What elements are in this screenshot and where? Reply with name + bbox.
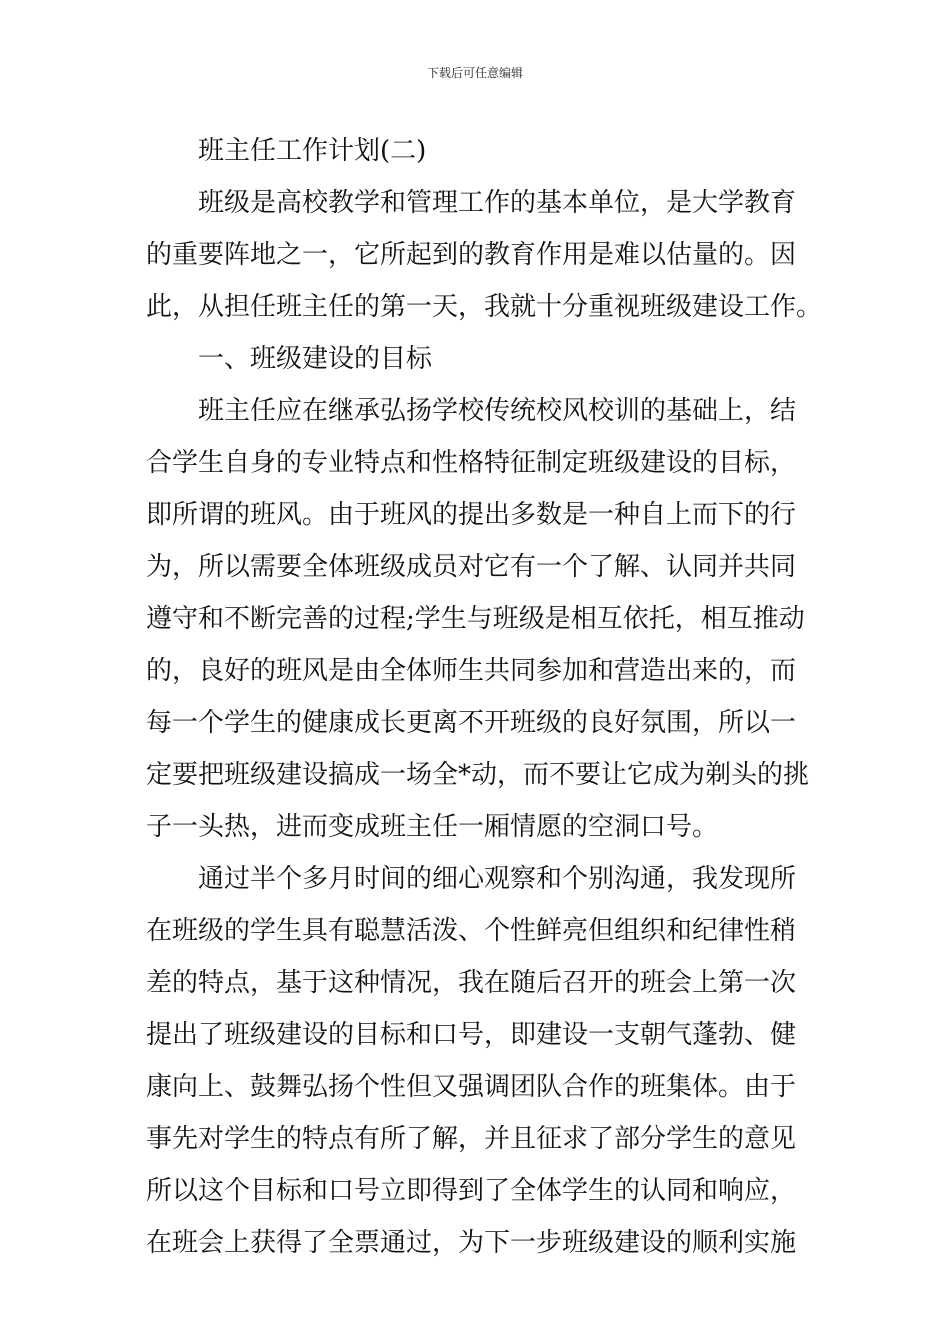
text-line: 提出了班级建设的目标和口号，即建设一支朝气蓬勃、健 [146, 1020, 797, 1050]
text-line: 合学生自身的专业特点和性格特征制定班级建设的目标， [146, 448, 797, 478]
text-line: 遵守和不断完善的过程;学生与班级是相互依托，相互推动 [146, 604, 805, 634]
page-header-note: 下载后可任意编辑 [426, 66, 523, 80]
text-line: 的，良好的班风是由全体师生共同参加和营造出来的，而 [146, 656, 797, 686]
text-line: 的重要阵地之一，它所起到的教育作用是难以估量的。因 [146, 240, 797, 270]
text-line: 定要把班级建设搞成一场全*动，而不要让它成为剃头的挑 [146, 760, 810, 790]
text-line: 班级是高校教学和管理工作的基本单位，是大学教育 [198, 188, 797, 218]
text-line: 即所谓的班风。由于班风的提出多数是一种自上而下的行 [146, 500, 797, 530]
section-heading: 一、班级建设的目标 [198, 344, 433, 374]
text-line: 为，所以需要全体班级成员对它有一个了解、认同并共同 [146, 552, 797, 582]
text-line: 每一个学生的健康成长更离不开班级的良好氛围，所以一 [146, 708, 797, 738]
text-line: 差的特点，基于这种情况，我在随后召开的班会上第一次 [146, 968, 797, 998]
text-line: 子一头热，进而变成班主任一厢情愿的空洞口号。 [146, 812, 719, 842]
text-line: 康向上、鼓舞弘扬个性但又强调团队合作的班集体。由于 [146, 1072, 797, 1102]
text-line: 此，从担任班主任的第一天，我就十分重视班级建设工作。 [146, 292, 823, 322]
document-title: 班主任工作计划(二) [198, 136, 427, 166]
text-line: 事先对学生的特点有所了解，并且征求了部分学生的意见 [146, 1124, 797, 1154]
text-line: 所以这个目标和口号立即得到了全体学生的认同和响应， [146, 1176, 797, 1206]
text-line: 班主任应在继承弘扬学校传统校风校训的基础上，结 [198, 396, 797, 426]
text-line: 通过半个多月时间的细心观察和个别沟通，我发现所 [198, 864, 797, 894]
text-line: 在班级的学生具有聪慧活泼、个性鲜亮但组织和纪律性稍 [146, 916, 797, 946]
text-line: 在班会上获得了全票通过，为下一步班级建设的顺利实施 [146, 1228, 797, 1258]
document-body [146, 125, 823, 1269]
